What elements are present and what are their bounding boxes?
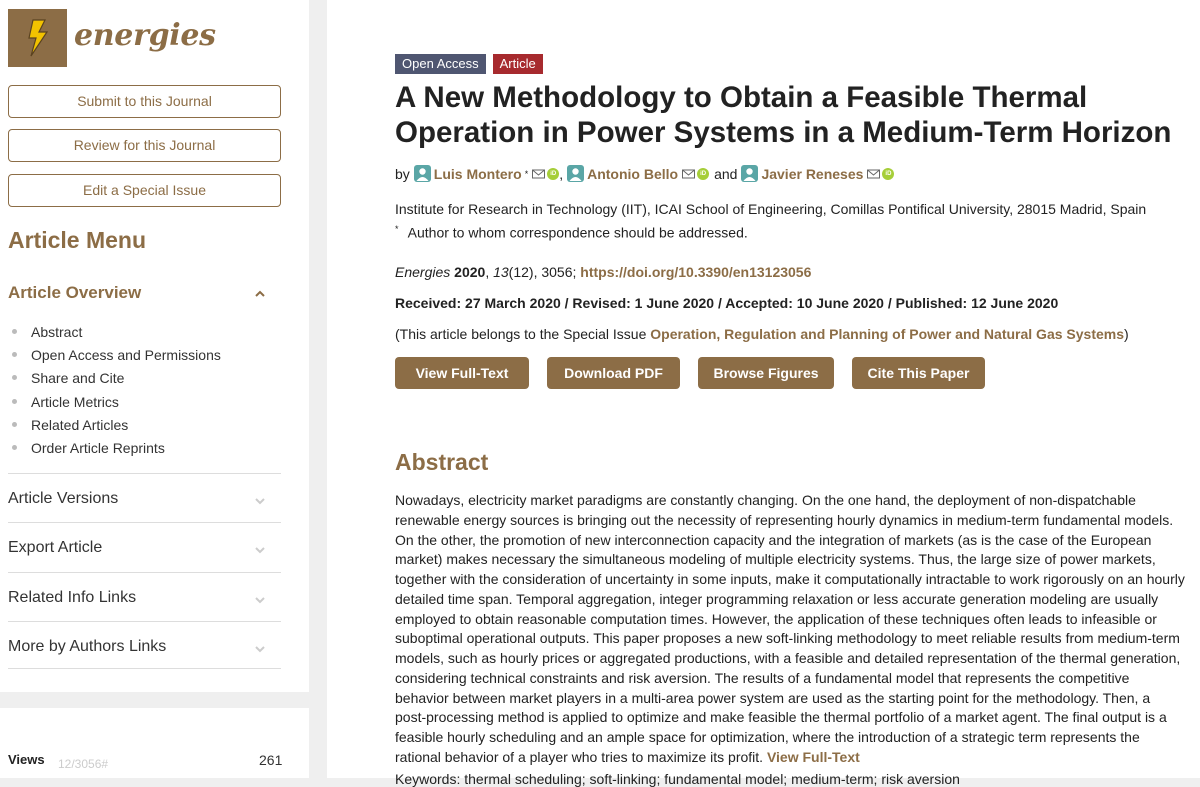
- journal-name[interactable]: energies: [74, 18, 216, 53]
- bullet-icon: [12, 329, 17, 334]
- download-pdf-button[interactable]: Download PDF: [547, 357, 680, 389]
- chevron-down-icon: [253, 543, 267, 557]
- author-name[interactable]: Luis Montero: [433, 165, 522, 182]
- article-overview-label: Article Overview: [8, 283, 142, 302]
- article-main: [327, 0, 1200, 787]
- abstract-view-full-text-link[interactable]: View Full-Text: [766, 748, 860, 765]
- overview-item-metrics[interactable]: [12, 393, 221, 416]
- submit-journal-button[interactable]: Submit to this Journal: [8, 85, 281, 118]
- author-name[interactable]: Javier Reneses: [761, 165, 864, 182]
- article-menu-title: Article Menu: [8, 227, 147, 253]
- edit-special-issue-button[interactable]: Edit a Special Issue: [8, 174, 281, 207]
- correspondence-note: [395, 224, 748, 241]
- mail-icon[interactable]: [532, 168, 545, 180]
- sidebar-separator: [0, 692, 309, 708]
- section-label: Export Article: [8, 539, 103, 556]
- section-label: Article Versions: [8, 490, 119, 507]
- sidebar: [0, 0, 309, 778]
- article-type-badge: Article: [493, 54, 543, 74]
- overview-item-label: Article Metrics: [31, 393, 119, 410]
- section-export-article[interactable]: [8, 522, 281, 571]
- cite-paper-button[interactable]: Cite This Paper: [852, 357, 985, 389]
- orcid-icon[interactable]: iD: [547, 168, 559, 180]
- section-article-versions[interactable]: [8, 473, 281, 522]
- chevron-down-icon: [253, 642, 267, 656]
- section-more-by-authors[interactable]: [8, 621, 281, 669]
- overview-item-reprints[interactable]: [12, 439, 221, 462]
- author-icon: [567, 165, 584, 182]
- citation-issue-pages: (12), 3056;: [508, 264, 577, 280]
- overview-item-share-cite[interactable]: [12, 369, 221, 392]
- overview-item-label: Open Access and Permissions: [31, 347, 221, 364]
- section-label: More by Authors Links: [8, 638, 167, 655]
- author-separator: ,: [559, 165, 564, 182]
- overview-item-label: Share and Cite: [31, 370, 125, 387]
- citation-volume: 13: [493, 264, 509, 280]
- special-issue-note: [395, 326, 1129, 342]
- overview-item-label: Order Article Reprints: [31, 439, 165, 456]
- url-ghost-text: 12/3056#: [58, 757, 109, 771]
- article-badges: [395, 54, 543, 74]
- bullet-icon: [12, 375, 17, 380]
- overview-item-label: Related Articles: [31, 416, 129, 433]
- section-label: Related Info Links: [8, 589, 137, 606]
- overview-item-label: Abstract: [31, 324, 83, 340]
- review-journal-button[interactable]: Review for this Journal: [8, 129, 281, 162]
- mail-icon[interactable]: [867, 168, 880, 180]
- correspondence-text: Author to whom correspondence should be addressed.: [407, 224, 748, 241]
- overview-item-open-access[interactable]: [12, 346, 221, 369]
- bullet-icon: [12, 352, 17, 357]
- chevron-down-icon: [253, 593, 267, 607]
- view-full-text-button[interactable]: View Full-Text: [395, 357, 529, 389]
- overview-item-related[interactable]: [12, 416, 221, 439]
- chevron-up-icon: [253, 287, 267, 301]
- section-related-info-links[interactable]: [8, 572, 281, 621]
- keywords-line-cut: Keywords: thermal scheduling; soft-linking; fundamental model; medium-term; risk aversion: [395, 771, 960, 787]
- bullet-icon: [12, 445, 17, 450]
- overview-item-abstract[interactable]: [12, 323, 221, 346]
- author-separator: and: [714, 165, 738, 182]
- special-issue-prefix: (This article belongs to the Special Issue: [395, 326, 651, 342]
- by-label: by: [395, 165, 410, 182]
- citation-year: 2020: [454, 264, 486, 280]
- citation-line: Energies 2020, 13(12), 3056; https://doi.org/10.3390/en13123056: [395, 264, 812, 280]
- views-label: Views: [8, 752, 45, 767]
- author-name[interactable]: Antonio Bello: [587, 165, 679, 182]
- orcid-icon[interactable]: iD: [697, 168, 709, 180]
- abstract-text: [395, 491, 1185, 768]
- author-icon: [741, 165, 758, 182]
- views-count: 261: [259, 752, 283, 768]
- bullet-icon: [12, 399, 17, 404]
- corresponding-star: *: [524, 168, 529, 179]
- article-title: A New Methodology to Obtain a Feasible Thermal Operation in Power Systems in a Medium-Term Horizon: [395, 81, 1172, 149]
- mail-icon[interactable]: [682, 168, 695, 180]
- browse-figures-button[interactable]: Browse Figures: [698, 357, 834, 389]
- citation-journal: Energies: [395, 264, 451, 280]
- correspondence-star: *: [395, 224, 399, 234]
- orcid-icon[interactable]: iD: [882, 168, 894, 180]
- chevron-down-icon: [253, 494, 267, 508]
- author-icon: [414, 165, 431, 182]
- publication-dates: Received: 27 March 2020 / Revised: 1 June 2020 / Accepted: 10 June 2020 / Published: 12 June 2020: [395, 295, 1059, 311]
- doi-link[interactable]: https://doi.org/10.3390/en13123056: [580, 264, 812, 280]
- open-access-badge[interactable]: Open Access: [395, 54, 486, 74]
- abstract-heading: Abstract: [395, 449, 489, 475]
- article-overview-toggle[interactable]: [8, 283, 281, 305]
- author-list: [395, 165, 894, 182]
- article-overview-list: [12, 323, 221, 462]
- journal-logo[interactable]: [8, 9, 67, 67]
- abstract-paragraph: Nowadays, electricity market paradigms are constantly changing. On the one hand, the deployment of non-dispatchable renewable energy sources is bringing out the necessity of representing hourly dynamics in medium-term fundamental models. On the other, the promotion of new interconnection capacity and the integration of markets (as is the case of the European market) makes necessary the simultaneous modeling of multiple electricity systems. Thus, the large size of power markets, together with the consideration of uncertainty in some inputs, make it computationally intractable to work rigorously on an hourly detailed time span. Temporal aggregation, integer programming relaxation or less accurate generation modeling are usually employed to obtain reasonable computation times. However, the application of these techniques often leads to infeasible or suboptimal operational outputs. This paper proposes a new soft-linking methodology to meet reliable results from medium-term models, such as hourly prices or aggregated productions, with a feasible and detailed representation of the thermal generation, considering technical constraints and risk aversion. The results of a fundamental model that represents the competitive behavior between market players in a multi-area power system are used as the starting point for the methodology. Then, a post-processing method is applied to optimize and make feasible the thermal portfolio of a market agent. The final output is a feasible hourly scheduling and an ample space for optimization, where the introduction of a strategic term represents the rational behavior of a player who tries to maximize its profit.: [395, 492, 1185, 765]
- special-issue-link[interactable]: Operation, Regulation and Planning of Power and Natural Gas Systems: [650, 326, 1125, 342]
- bullet-icon: [12, 422, 17, 427]
- special-issue-suffix: ): [1124, 326, 1129, 342]
- lightning-bolt-icon: [21, 18, 55, 58]
- affiliation: Institute for Research in Technology (IIT), ICAI School of Engineering, Comillas Pontifical University, 28015 Madrid, Spain: [395, 201, 1147, 217]
